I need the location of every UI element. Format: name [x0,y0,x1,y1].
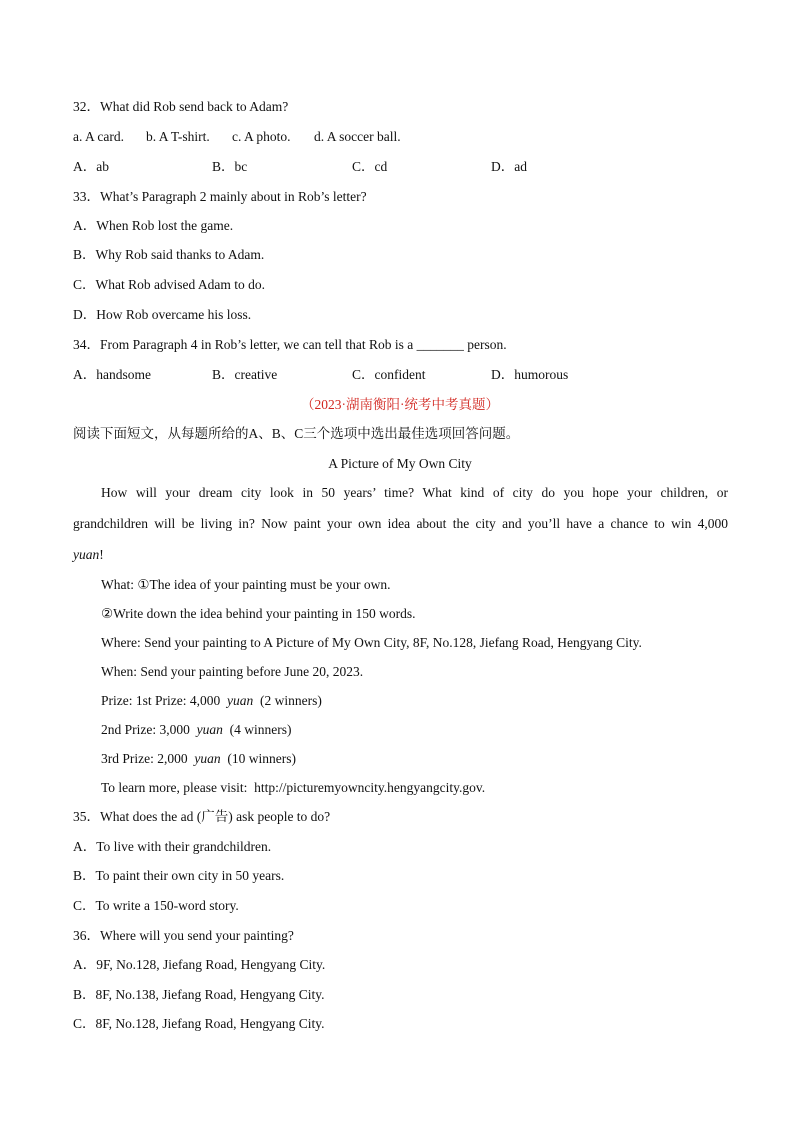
q34-option-c: C．confident [352,367,426,382]
q36-option-b: B．8F, No.138, Jiefang Road, Hengyang City. [73,987,325,1002]
q33-option-d: D．How Rob overcame his loss. [73,307,252,322]
prize-1-yuan: yuan [226,693,254,708]
q32-option-b: B．bc [212,159,248,174]
prize-2-amount: 2nd Prize: 3,000 [101,722,190,737]
q34-option-b: B．creative [212,367,278,382]
question-32-stem: 32．What did Rob send back to Adam? [73,99,289,114]
exclamation: ! [99,547,104,562]
q35-option-b: B．To paint their own city in 50 years. [73,868,285,883]
prize-3-yuan: yuan [194,751,221,766]
q32-item-a: a. A card. [73,129,124,144]
prize-3-amount: 3rd Prize: 2,000 [101,751,188,766]
ad-what-2: ②Write down the idea behind your painting in 150 words. [101,606,416,621]
prize-1-amount: Prize: 1st Prize: 4,000 [101,693,221,708]
q32-item-b: b. A T-shirt. [146,129,210,144]
q32-item-d: d. A soccer ball. [314,129,401,144]
q32-option-a: A．ab [73,159,109,174]
question-36-stem: 36．Where will you send your painting? [73,928,294,943]
source-label: （2023·湖南衡阳·统考中考真题） [301,397,499,412]
question-35-stem: 35．What does the ad (广告) ask people to do? [73,809,331,824]
yuan-word: yuan [73,547,100,562]
q33-option-a: A．When Rob lost the game. [73,218,234,233]
passage-para1-line2: grandchildren will be living in? Now paint your own idea about the city and you’ll have a chance to win 4,000 [73,516,728,531]
ad-prize-1 [101,692,322,710]
passage-para1-line3 [73,546,104,564]
question-34-stem: 34．From Paragraph 4 in Rob’s letter, we can tell that Rob is a _______ person. [73,337,507,352]
passage-title: A Picture of My Own City [328,456,472,471]
q32-option-d: D．ad [491,159,527,174]
website-link[interactable]: http://picturemyowncity.hengyangcity.gov. [254,780,486,795]
q36-option-c: C．8F, No.128, Jiefang Road, Hengyang City. [73,1016,325,1031]
learn-more-label: To learn more, please visit: [101,780,248,795]
q35-option-a: A．To live with their grandchildren. [73,839,272,854]
q33-option-c: C．What Rob advised Adam to do. [73,277,265,292]
question-33-stem: 33．What’s Paragraph 2 mainly about in Rob’s letter? [73,189,367,204]
q35-option-c: C．To write a 150-word story. [73,898,239,913]
prize-2-yuan: yuan [196,722,223,737]
prize-1-winners: (2 winners) [259,693,322,708]
ad-learn-more [101,779,485,797]
q36-option-a: A．9F, No.128, Jiefang Road, Hengyang City. [73,957,326,972]
reading-instructions: 阅读下面短文，从每题所给的A、B、C三个选项中选出最佳选项回答问题。 [73,426,520,441]
ad-when: When: Send your painting before June 20, 2023. [101,664,364,679]
prize-2-winners: (4 winners) [229,722,292,737]
q34-option-d: D．humorous [491,367,569,382]
ad-where: Where: Send your painting to A Picture of My Own City, 8F, No.128, Jiefang Road, Hengyang City. [101,635,642,650]
ad-prize-2 [101,721,291,739]
q33-option-b: B．Why Rob said thanks to Adam. [73,247,265,262]
passage-para1-line1: How will your dream city look in 50 years’ time? What kind of city do you hope your children, or [101,485,728,500]
q32-option-c: C．cd [352,159,388,174]
ad-what-1: What: ①The idea of your painting must be your own. [101,577,391,592]
q32-item-c: c. A photo. [232,129,291,144]
prize-3-winners: (10 winners) [227,751,296,766]
q34-option-a: A．handsome [73,367,151,382]
ad-prize-3 [101,750,296,768]
